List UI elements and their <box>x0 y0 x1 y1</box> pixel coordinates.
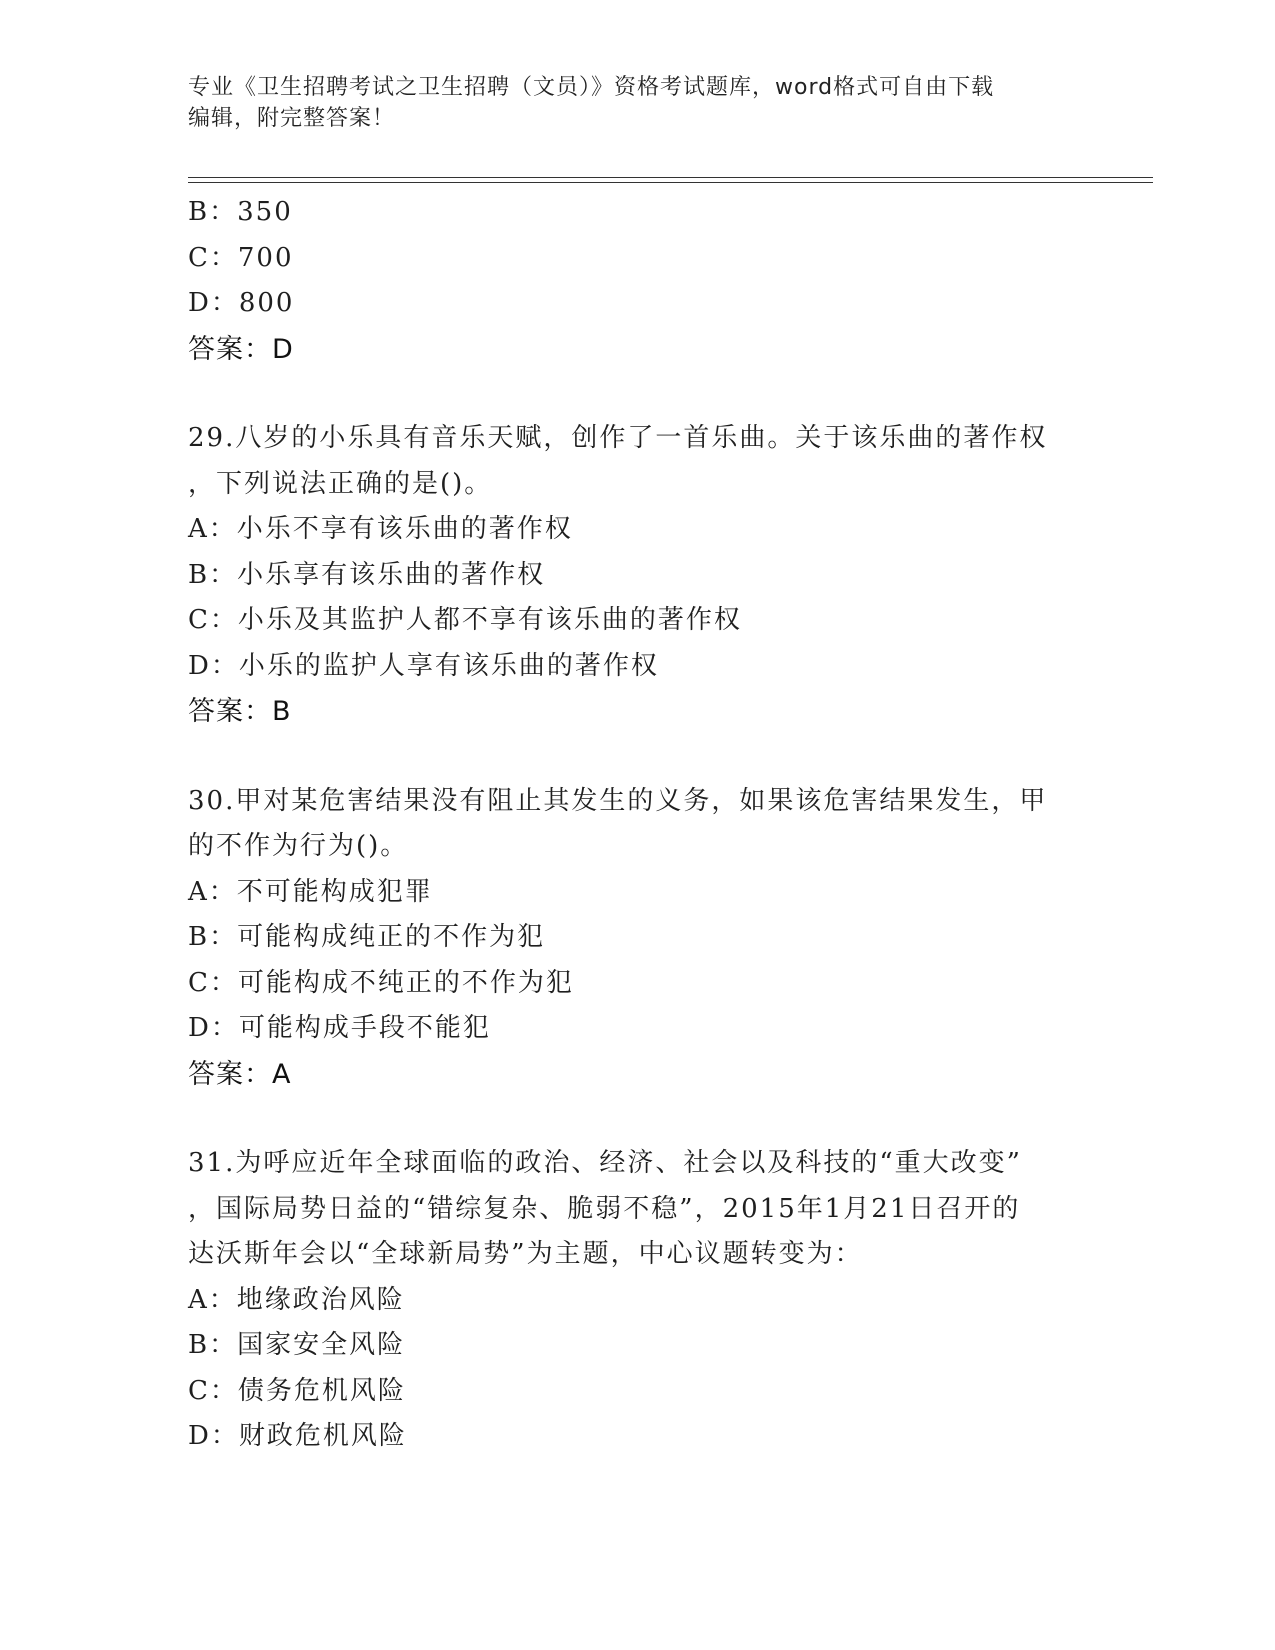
header-line-2: 编辑，附完整答案！ <box>188 106 396 131</box>
question-text-line: 的不作为行为()。 <box>188 831 409 861</box>
question-list <box>188 190 1088 1460</box>
header-divider-top <box>188 177 1153 178</box>
question-text-line: 达沃斯年会以“全球新局势”为主题，中心议题转变为： <box>188 1239 863 1269</box>
option-b: B：小乐享有该乐曲的著作权 <box>188 559 546 590</box>
question-spacer <box>188 735 1088 779</box>
question-text-line: ，国际局势日益的“错综复杂、脆弱不稳”，2015年1月21日召开的 <box>188 1193 1021 1224</box>
question-text-line: ，下列说法正确的是()。 <box>188 468 493 499</box>
header-line-1: 专业《卫生招聘考试之卫生招聘（文员）》资格考试题库，word格式可自由下载 <box>188 75 995 100</box>
question-spacer <box>188 1097 1088 1141</box>
question-text-line: 29.八岁的小乐具有音乐天赋，创作了一首乐曲。关于该乐曲的著作权 <box>188 423 1048 453</box>
question-31 <box>188 1141 1088 1460</box>
option-d: D：财政危机风险 <box>188 1421 407 1451</box>
option-b: B：国家安全风险 <box>188 1330 406 1360</box>
option-b: B：可能构成纯正的不作为犯 <box>188 922 546 952</box>
option-c: C：可能构成不纯正的不作为犯 <box>188 967 574 998</box>
option-a: A：小乐不享有该乐曲的著作权 <box>188 514 573 544</box>
answer-line: 答案：B <box>188 696 292 727</box>
question-29 <box>188 416 1088 735</box>
question-spacer <box>188 372 1088 416</box>
question-28 <box>188 190 1088 372</box>
option-d: D：800 <box>188 288 295 318</box>
option-c: C：小乐及其监护人都不享有该乐曲的著作权 <box>188 605 742 635</box>
option-d: D：小乐的监护人享有该乐曲的著作权 <box>188 650 659 681</box>
answer-line: 答案：A <box>188 1058 292 1090</box>
answer-line: 答案：D <box>188 333 294 365</box>
header-divider-bottom <box>188 182 1153 183</box>
option-d: D：可能构成手段不能犯 <box>188 1013 491 1043</box>
option-b: B：350 <box>188 197 293 227</box>
option-c: C：债务危机风险 <box>188 1375 406 1406</box>
question-text-line: 31.为呼应近年全球面临的政治、经济、社会以及科技的“重大改变” <box>188 1148 1022 1178</box>
document-header <box>188 72 1088 134</box>
option-a: A：地缘政治风险 <box>188 1284 405 1315</box>
option-c: C：700 <box>188 242 294 273</box>
option-a: A：不可能构成犯罪 <box>188 876 433 907</box>
question-text-line: 30.甲对某危害结果没有阻止其发生的义务，如果该危害结果发生，甲 <box>188 785 1048 816</box>
question-30 <box>188 779 1088 1098</box>
